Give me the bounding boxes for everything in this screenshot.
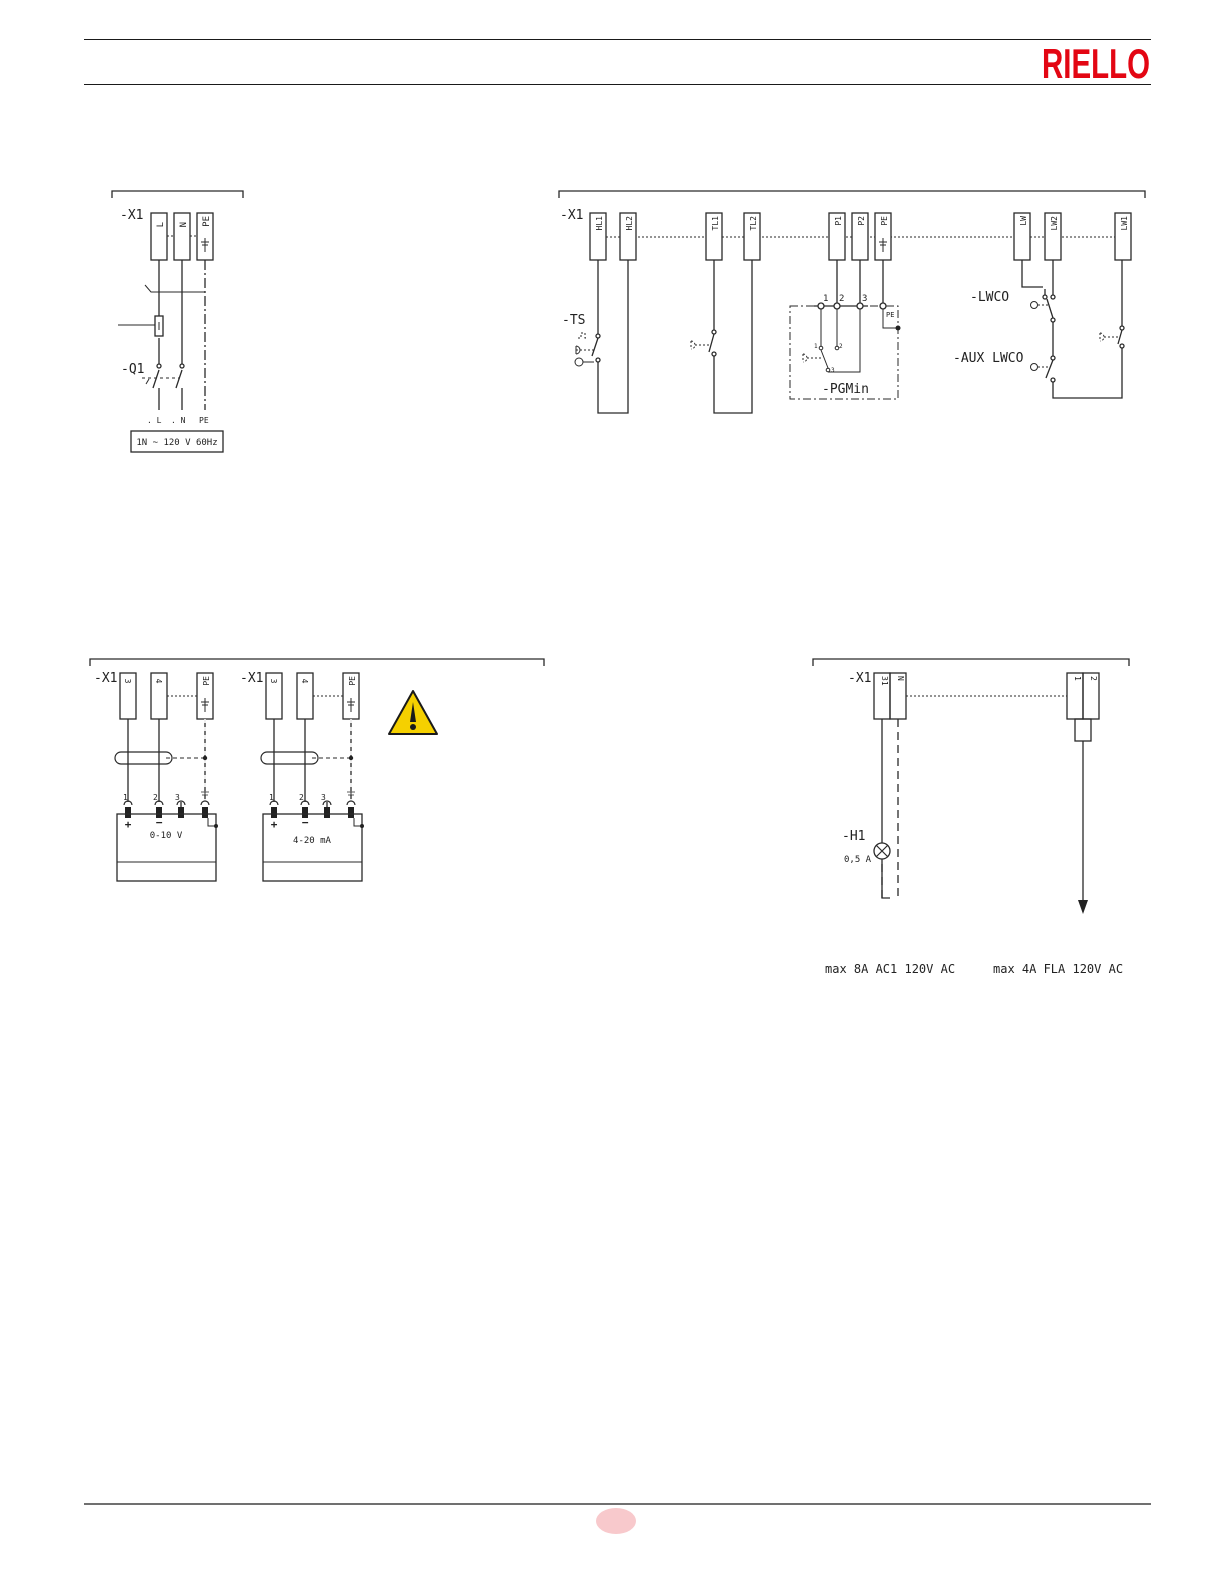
ground-icon <box>347 698 355 712</box>
terminal-lw <box>1014 213 1030 260</box>
pgmin-switch-2: 2 <box>839 343 843 350</box>
terminal-label: TL2 <box>749 216 758 231</box>
pgmin-switch-1: 1 <box>814 343 818 350</box>
terminal-label: 2 <box>1089 676 1098 681</box>
signal-label: 4-20 mA <box>293 836 331 846</box>
terminal-hl2 <box>620 213 636 260</box>
ground-icon <box>201 238 209 252</box>
terminal-p2 <box>852 213 868 260</box>
terminal-label: P2 <box>857 216 866 226</box>
diagram-controls <box>559 191 1145 413</box>
lamp-rating: 0,5 A <box>844 855 872 865</box>
rating-right: max 4A FLA 120V AC <box>993 962 1124 976</box>
supply-rating: 1N ~ 120 V 60Hz <box>136 438 218 448</box>
terminal-label: 31 <box>880 676 889 686</box>
pin-2: 2 <box>153 793 158 802</box>
pin-3: 3 <box>321 793 326 802</box>
terminal-label: HL2 <box>625 216 634 231</box>
pgmin-node-3: 3 <box>862 294 868 304</box>
terminal-block-label: -X1 <box>94 671 118 686</box>
rating-left: max 8A AC1 120V AC <box>825 962 956 976</box>
lamp-icon <box>874 843 890 859</box>
supply-label-pe: PE <box>199 416 209 425</box>
pin-2: 2 <box>299 793 304 802</box>
pgmin-pe-label: PE <box>886 311 895 319</box>
terminal-label: TL1 <box>711 216 720 231</box>
terminal-label: HL1 <box>595 216 604 231</box>
terminal-label: PE <box>880 216 889 226</box>
terminal-lw2 <box>1045 213 1061 260</box>
supply-label-n: . N <box>171 416 186 425</box>
q1-label: -Q1 <box>121 362 145 377</box>
terminal-lw1 <box>1115 213 1131 260</box>
terminal-label: 4 <box>300 678 309 684</box>
pin-1: 1 <box>269 793 274 802</box>
terminal-label: N <box>896 676 905 681</box>
sign-minus: − <box>155 816 163 829</box>
sign-plus: + <box>270 818 278 831</box>
terminal-hl1 <box>590 213 606 260</box>
supply-label-l: . L <box>147 416 162 425</box>
diagram-power-supply <box>112 191 243 452</box>
signal-module-0-10v <box>94 671 218 881</box>
terminal-block-label: -X1 <box>120 208 144 223</box>
pgmin-switch-3: 3 <box>831 367 835 374</box>
page-number-badge <box>596 1508 636 1534</box>
ground-icon <box>201 698 209 712</box>
terminal-tl2 <box>744 213 760 260</box>
terminal-label: 4 <box>154 678 163 684</box>
terminal-label: LW1 <box>1120 216 1129 231</box>
terminal-label: 1 <box>1073 676 1082 681</box>
terminal-l <box>151 213 167 260</box>
pin-1: 1 <box>123 793 128 802</box>
warning-triangle-icon <box>389 691 437 734</box>
terminal-label: 3 <box>269 678 278 684</box>
terminal-block-label: -X1 <box>848 671 872 686</box>
brand-logo-text: RIELLO <box>1042 40 1150 87</box>
ts-label: -TS <box>562 313 586 328</box>
pgmin-node-2: 2 <box>839 294 845 304</box>
pgmin-node-1: 1 <box>823 294 829 304</box>
terminal-label: PE <box>348 676 357 686</box>
terminal-block-label: -X1 <box>240 671 264 686</box>
sign-minus: − <box>301 816 309 829</box>
diagram-outputs <box>813 659 1129 976</box>
sign-plus: + <box>124 818 132 831</box>
terminal-label: N <box>179 222 189 228</box>
terminal-label: L <box>156 222 166 228</box>
terminal-label: 3 <box>123 678 132 684</box>
terminal-pe <box>875 213 891 260</box>
terminal-label: LW2 <box>1050 216 1059 231</box>
terminal-block-label: -X1 <box>560 208 584 223</box>
terminal-label: P1 <box>834 216 843 226</box>
terminal-label: PE <box>202 676 211 686</box>
terminal-label: PE <box>202 216 212 227</box>
arrow-down-icon <box>1078 900 1088 914</box>
signal-module-4-20ma <box>240 671 364 881</box>
terminal-pe <box>197 213 213 260</box>
terminal-tl1 <box>706 213 722 260</box>
terminal-p1 <box>829 213 845 260</box>
aux-lwco-label: -AUX LWCO <box>953 351 1024 366</box>
signal-label: 0-10 V <box>149 831 183 841</box>
pgmin-label: -PGMin <box>822 382 869 397</box>
lamp-label: -H1 <box>842 829 866 844</box>
diagram-modulation-signal <box>90 659 544 881</box>
terminal-label: LW <box>1019 216 1028 226</box>
pin-3: 3 <box>175 793 180 802</box>
lwco-label: -LWCO <box>970 290 1010 305</box>
terminal-n <box>174 213 190 260</box>
